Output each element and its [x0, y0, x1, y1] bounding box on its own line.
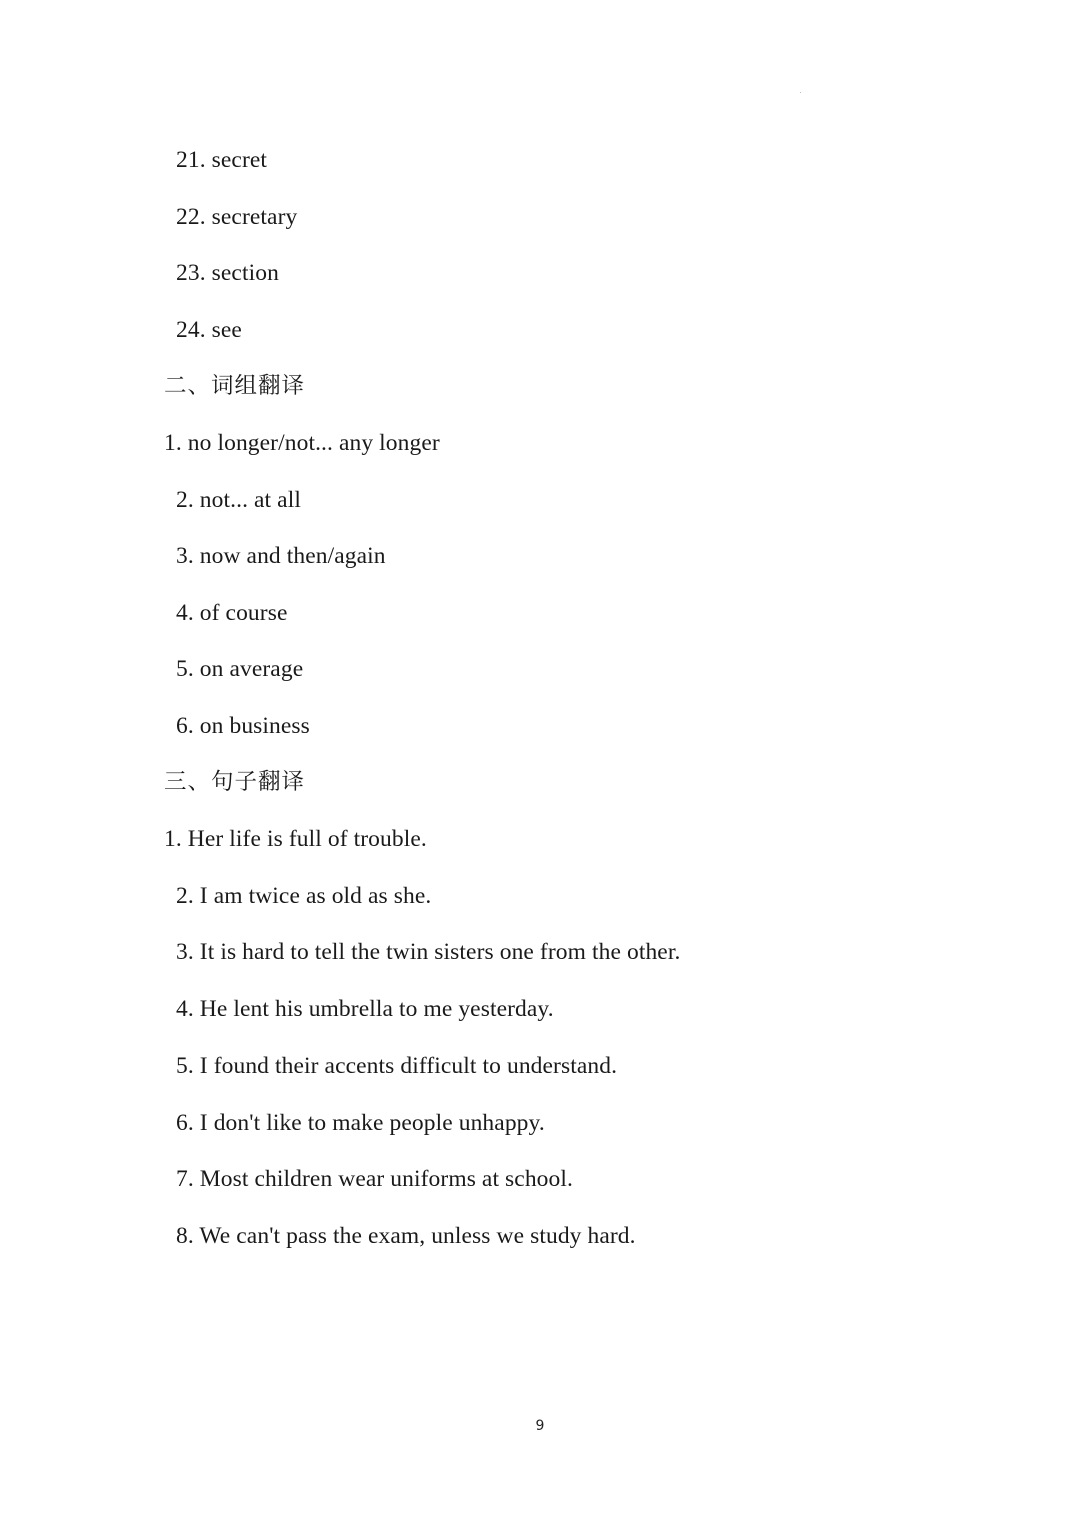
page-number: 9 [535, 1418, 545, 1434]
vocab-item: 23. section [176, 260, 279, 286]
phrase-item: 6. on business [176, 713, 310, 739]
sentence-item: 3. It is hard to tell the twin sisters one from the other. [176, 939, 681, 965]
sentence-item: 4. He lent his umbrella to me yesterday. [176, 996, 554, 1022]
sentence-item: 8. We can't pass the exam, unless we study hard. [176, 1223, 636, 1249]
vocab-item: 21. secret [176, 147, 268, 173]
phrase-item: 3. now and then/again [176, 543, 386, 569]
sentence-item: 6. I don't like to make people unhappy. [176, 1110, 545, 1136]
phrase-item: 4. of course [176, 600, 288, 626]
sentence-item: 2. I am twice as old as she. [176, 883, 432, 909]
phrase-item: 2. not... at all [176, 487, 301, 513]
vocab-item: 24. see [176, 317, 242, 343]
phrase-item: 5. on average [176, 656, 304, 682]
section-heading-sentences: 三、句子翻译 [164, 769, 306, 795]
scan-speck [800, 92, 801, 93]
section-heading-phrases: 二、词组翻译 [164, 373, 306, 399]
sentence-item: 1. Her life is full of trouble. [164, 826, 427, 852]
sentence-item: 7. Most children wear uniforms at school. [176, 1166, 573, 1192]
sentence-item: 5. I found their accents difficult to understand. [176, 1053, 618, 1079]
vocab-item: 22. secretary [176, 204, 298, 230]
phrase-item: 1. no longer/not... any longer [164, 430, 440, 456]
